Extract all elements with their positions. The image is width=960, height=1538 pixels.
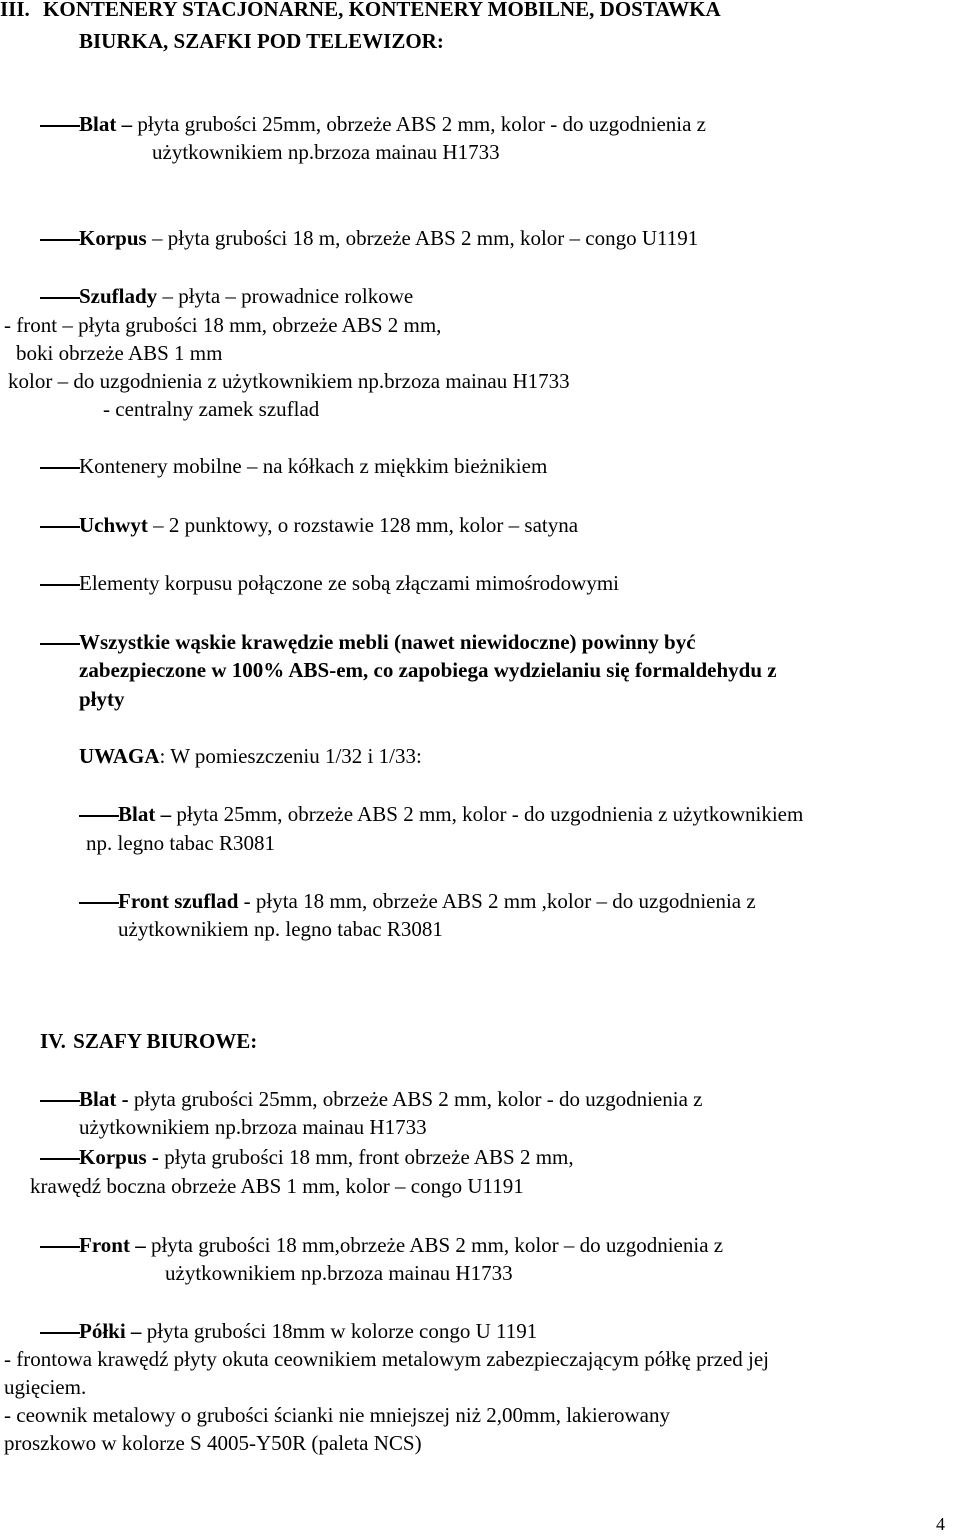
s4-polki-line5: proszkowo w kolorze S 4005-Y50R (paleta NCS)	[4, 1431, 422, 1455]
blat-item	[79, 110, 706, 138]
korpus-term: Korpus	[79, 226, 147, 250]
dash-bullet	[79, 815, 119, 817]
uwaga-term: UWAGA	[79, 744, 160, 768]
szuflady-zamek: - centralny zamek szuflad	[103, 397, 320, 421]
s4-polki-line4: - ceownik metalowy o grubości ścianki nie mniejszej niż 2,00mm, lakierowany	[4, 1403, 670, 1427]
s4-polki-item	[79, 1317, 537, 1345]
korpus-text: – płyta grubości 18 m, obrzeże ABS 2 mm, kolor – congo U1191	[146, 226, 699, 250]
section-4-title: SZAFY BIUROWE:	[73, 1029, 258, 1053]
s4-korpus-term: Korpus -	[79, 1145, 159, 1169]
section-3-title-line2: BIURKA, SZAFKI POD TELEWIZOR:	[79, 29, 444, 53]
s4-front-item	[79, 1231, 723, 1259]
s4-blat-text-cont: użytkownikiem np.brzoza mainau H1733	[79, 1115, 427, 1139]
dash-bullet	[40, 1246, 80, 1248]
szuflady-front: - front – płyta grubości 18 mm, obrzeże ABS 2 mm,	[4, 313, 442, 337]
uwaga-blat-text-cont: np. legno tabac R3081	[86, 831, 275, 855]
dash-bullet	[40, 239, 80, 241]
section-4-heading	[40, 1027, 257, 1055]
section-4-number: IV.	[40, 1029, 66, 1053]
page-number: 4	[936, 1514, 945, 1534]
blat-term: Blat –	[79, 112, 133, 136]
dash-bullet	[40, 643, 80, 645]
dash-bullet	[40, 297, 80, 299]
blat-text-cont: użytkownikiem np.brzoza mainau H1733	[152, 140, 500, 164]
s4-korpus-text-cont: krawędź boczna obrzeże ABS 1 mm, kolor – congo U1191	[30, 1174, 524, 1198]
dash-bullet	[40, 526, 80, 528]
dash-bullet	[40, 125, 80, 127]
uwaga-blat-item	[118, 800, 803, 828]
dash-bullet	[79, 902, 119, 904]
wszystkie-line3: płyty	[79, 687, 125, 711]
uchwyt-term: Uchwyt	[79, 513, 148, 537]
kontenery-item: Kontenery mobilne – na kółkach z miękkim bieżnikiem	[79, 454, 548, 478]
dash-bullet	[40, 1332, 80, 1334]
s4-polki-term: Półki –	[79, 1319, 142, 1343]
s4-polki-text: płyta grubości 18mm w kolorze congo U 1191	[141, 1319, 538, 1343]
section-3-number: III.	[0, 0, 30, 21]
s4-korpus-text: płyta grubości 18 mm, front obrzeże ABS 2 mm,	[158, 1145, 574, 1169]
dash-bullet	[40, 1100, 80, 1102]
s4-polki-line2: - frontowa krawędź płyty okuta ceownikiem metalowym zabezpieczającym półkę przed jej	[4, 1347, 770, 1371]
uwaga-blat-text: płyta 25mm, obrzeże ABS 2 mm, kolor - do uzgodnienia z użytkownikiem	[171, 802, 804, 826]
s4-polki-line3: ugięciem.	[4, 1375, 87, 1399]
uwaga-blat-term: Blat –	[118, 802, 172, 826]
s4-blat-item	[79, 1085, 702, 1113]
front-szuflad-text-cont: użytkownikiem np. legno tabac R3081	[118, 917, 443, 941]
s4-blat-term: Blat -	[79, 1087, 129, 1111]
section-3-title-line1: KONTENERY STACJONARNE, KONTENERY MOBILNE, DOSTAWKA	[43, 0, 721, 21]
front-szuflad-item	[118, 887, 756, 915]
uwaga-text: : W pomieszczeniu 1/32 i 1/33:	[159, 744, 422, 768]
s4-korpus-item	[79, 1143, 574, 1171]
elementy-item: Elementy korpusu połączone ze sobą złączami mimośrodowymi	[79, 571, 620, 595]
wszystkie-line1: Wszystkie wąskie krawędzie mebli (nawet niewidoczne) powinny być	[79, 630, 696, 654]
szuflady-item	[79, 282, 413, 310]
uwaga-note	[79, 742, 422, 770]
szuflady-text: – płyta – prowadnice rolkowe	[157, 284, 414, 308]
front-szuflad-term: Front szuflad	[118, 889, 239, 913]
s4-front-text: płyta grubości 18 mm,obrzeże ABS 2 mm, kolor – do uzgodnienia z	[145, 1233, 724, 1257]
szuflady-boki: boki obrzeże ABS 1 mm	[16, 341, 223, 365]
szuflady-kolor: kolor – do uzgodnienia z użytkownikiem np.brzoza mainau H1733	[8, 369, 570, 393]
korpus-item	[79, 224, 698, 252]
szuflady-term: Szuflady	[79, 284, 158, 308]
uchwyt-text: – 2 punktowy, o rozstawie 128 mm, kolor – satyna	[147, 513, 579, 537]
dash-bullet	[40, 1158, 80, 1160]
wszystkie-line2: zabezpieczone w 100% ABS-em, co zapobiega wydzielaniu się formaldehydu z	[79, 658, 777, 682]
s4-front-term: Front –	[79, 1233, 146, 1257]
blat-text: płyta grubości 25mm, obrzeże ABS 2 mm, kolor - do uzgodnienia z	[132, 112, 706, 136]
dash-bullet	[40, 467, 80, 469]
s4-blat-text: płyta grubości 25mm, obrzeże ABS 2 mm, kolor - do uzgodnienia z	[128, 1087, 703, 1111]
s4-front-text-cont: użytkownikiem np.brzoza mainau H1733	[165, 1261, 513, 1285]
dash-bullet	[40, 584, 80, 586]
section-3-heading	[0, 0, 721, 23]
front-szuflad-text: - płyta 18 mm, obrzeże ABS 2 mm ,kolor – do uzgodnienia z	[238, 889, 756, 913]
uchwyt-item	[79, 511, 578, 539]
